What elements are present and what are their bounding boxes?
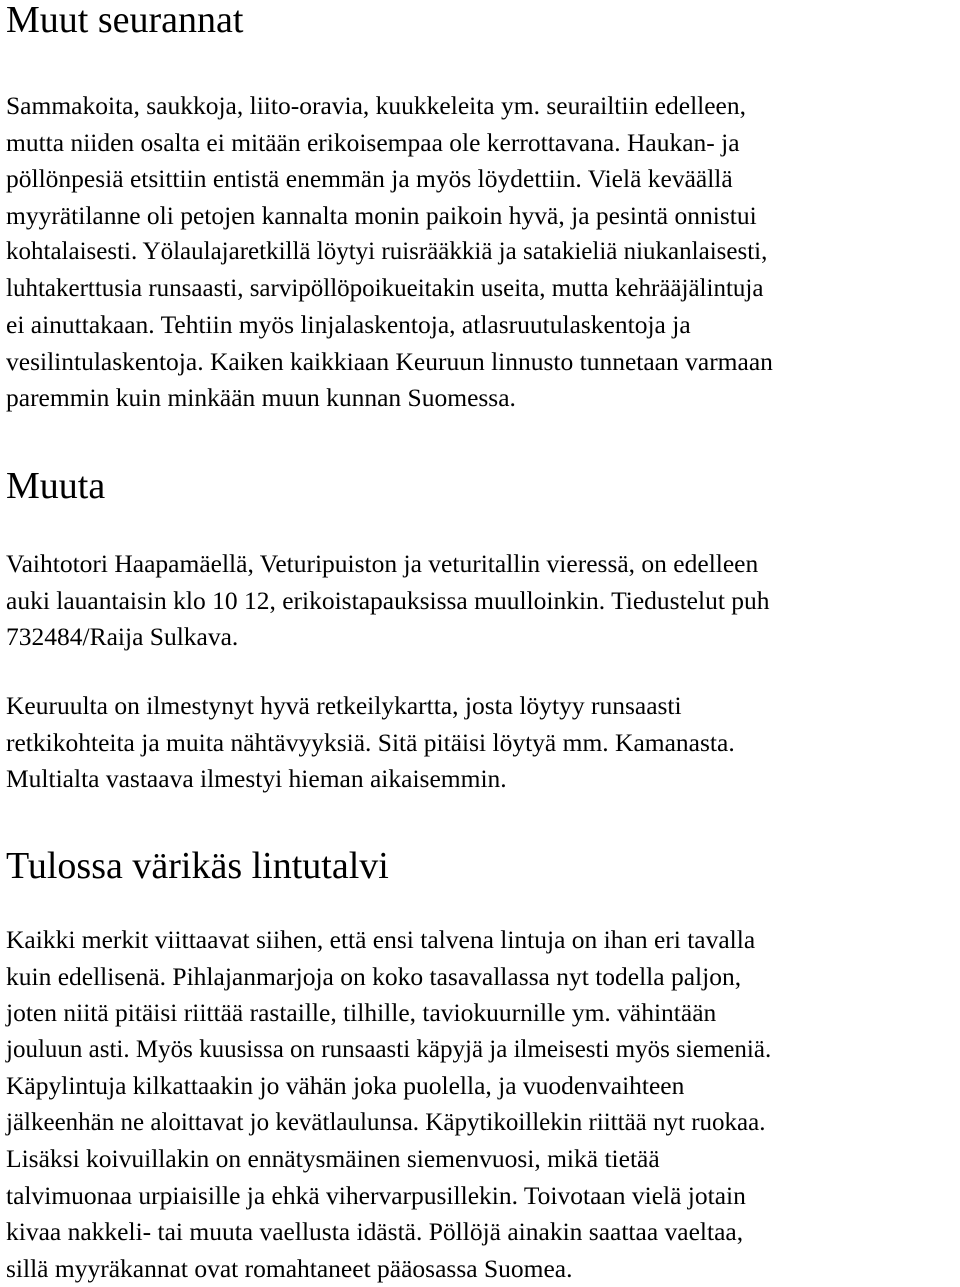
- text-line: Keuruulta on ilmestynyt hyvä retkeilykartta, josta löytyy runsaasti: [6, 688, 735, 725]
- text-line: myyrätilanne oli petojen kannalta monin paikoin hyvä, ja pesintä onnistui: [6, 198, 773, 235]
- text-line: jouluun asti. Myös kuusissa on runsaasti käpyjä ja ilmeisesti myös siemeniä.: [6, 1032, 771, 1069]
- text-line: Sammakoita, saukkoja, liito-oravia, kuukkeleita ym. seurailtiin edelleen,: [6, 88, 773, 125]
- text-line: paremmin kuin minkään muun kunnan Suomessa.: [6, 380, 773, 417]
- text-line: vesilintulaskentoja. Kaiken kaikkiaan Keuruun linnusto tunnetaan varmaan: [6, 344, 773, 381]
- text-line: auki lauantaisin klo 10 12, erikoistapauksissa muulloinkin. Tiedustelut puh: [6, 583, 770, 620]
- text-line: kivaa nakkeli- tai muuta vaellusta idästä. Pöllöjä ainakin saattaa vaeltaa,: [6, 1214, 771, 1251]
- paragraph-muut-seurannat: [6, 88, 773, 417]
- text-line: ei ainuttakaan. Tehtiin myös linjalaskentoja, atlasruutulaskentoja ja: [6, 307, 773, 344]
- text-line: Vaihtotori Haapamäellä, Veturipuiston ja veturitallin vieressä, on edelleen: [6, 546, 770, 583]
- text-line: Multialta vastaava ilmestyi hieman aikaisemmin.: [6, 761, 735, 798]
- text-line: Lisäksi koivuillakin on ennätysmäinen siemenvuosi, mikä tietää: [6, 1141, 771, 1178]
- text-line: Kaikki merkit viittaavat siihen, että ensi talvena lintuja on ihan eri tavalla: [6, 922, 771, 959]
- heading-muuta: Muuta: [6, 466, 105, 506]
- text-line: pöllönpesiä etsittiin entistä enemmän ja myös löydettiin. Vielä keväällä: [6, 161, 773, 198]
- text-line: kuin edellisenä. Pihlajanmarjoja on koko tasavallassa nyt todella paljon,: [6, 959, 771, 996]
- heading-muut-seurannat: Muut seurannat: [6, 0, 243, 40]
- text-line: luhtakerttusia runsaasti, sarvipöllöpoikueitakin useita, mutta kehrääjälintuja: [6, 271, 773, 308]
- text-line: joten niitä pitäisi riittää rastaille, tilhille, taviokuurnille ym. vähintään: [6, 995, 771, 1032]
- text-line: mutta niiden osalta ei mitään erikoisempaa ole kerrottavana. Haukan- ja: [6, 125, 773, 162]
- text-line: talvimuonaa urpiaisille ja ehkä vihervarpusillekin. Toivotaan vielä jotain: [6, 1178, 771, 1215]
- text-line: kohtalaisesti. Yölaulajaretkillä löytyi ruisrääkkiä ja satakieliä niukanlaisesti,: [6, 234, 773, 271]
- text-line: jälkeenhän ne aloittavat jo kevätlaulunsa. Käpytikoillekin riittää nyt ruokaa.: [6, 1105, 771, 1142]
- text-line: sillä myyräkannat ovat romahtaneet pääosassa Suomea.: [6, 1251, 771, 1287]
- text-line: retkikohteita ja muita nähtävyyksiä. Sitä pitäisi löytyä mm. Kamanasta.: [6, 725, 735, 762]
- paragraph-retkeilykartta: [6, 688, 735, 798]
- paragraph-lintutalvi: [6, 922, 771, 1287]
- heading-tulossa-varikas-lintutalvi: Tulossa värikäs lintutalvi: [6, 846, 389, 886]
- text-line: 732484/Raija Sulkava.: [6, 619, 770, 656]
- text-line: Käpylintuja kilkattaakin jo vähän joka puolella, ja vuodenvaihteen: [6, 1068, 771, 1105]
- paragraph-vaihtotori: [6, 546, 770, 656]
